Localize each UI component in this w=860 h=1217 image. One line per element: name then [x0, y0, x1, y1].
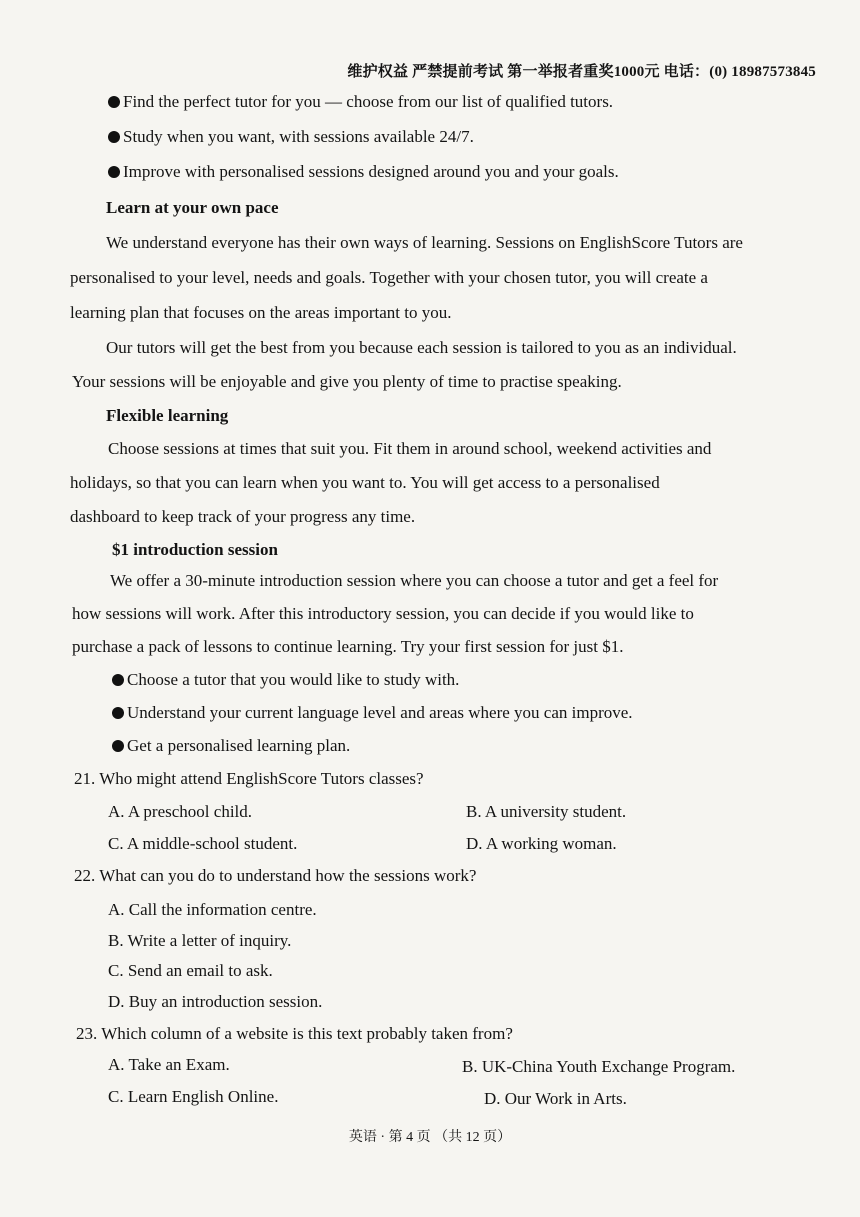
- section-heading: Learn at your own pace: [106, 198, 279, 217]
- bullet-dot-icon: [108, 96, 120, 108]
- answer-option[interactable]: A. A preschool child.: [108, 802, 253, 821]
- bullet-item: Improve with personalised sessions designed around you and your goals.: [108, 162, 619, 182]
- bullet-dot-icon: [112, 674, 124, 686]
- paragraph-line: how sessions will work. After this introductory session, you can decide if you would like to: [72, 604, 694, 623]
- bullet-dot-icon: [112, 740, 124, 752]
- bullet-item: Study when you want, with sessions available 24/7.: [108, 127, 474, 147]
- question-stem: 22. What can you do to understand how the sessions work?: [74, 866, 477, 885]
- answer-option[interactable]: D. A working woman.: [466, 834, 617, 853]
- paragraph-line: learning plan that focuses on the areas important to you.: [70, 303, 452, 322]
- answer-option[interactable]: C. Learn English Online.: [108, 1087, 279, 1106]
- bullet-dot-icon: [108, 166, 120, 178]
- page-footer: 英语 · 第 4 页 （共 12 页）: [348, 1130, 512, 1145]
- answer-option[interactable]: B. UK-China Youth Exchange Program.: [462, 1057, 736, 1076]
- answer-option[interactable]: D. Buy an introduction session.: [108, 992, 323, 1011]
- bullet-item: Understand your current language level and areas where you can improve.: [112, 703, 633, 723]
- paragraph-line: Our tutors will get the best from you because each session is tailored to you as an individual.: [106, 338, 737, 357]
- answer-option[interactable]: B. A university student.: [466, 802, 627, 821]
- section-heading: Flexible learning: [106, 406, 229, 425]
- answer-option[interactable]: C. Send an email to ask.: [108, 961, 273, 980]
- bullet-item: Find the perfect tutor for you — choose from our list of qualified tutors.: [108, 92, 613, 112]
- page-header-notice: 维护权益 严禁提前考试 第一举报者重奖1000元 电话：(0) 18987573845: [347, 64, 816, 80]
- paragraph-line: dashboard to keep track of your progress any time.: [70, 507, 416, 526]
- answer-option[interactable]: C. A middle-school student.: [108, 834, 298, 853]
- bullet-item: Get a personalised learning plan.: [112, 736, 350, 756]
- answer-option[interactable]: A. Take an Exam.: [108, 1055, 230, 1074]
- question-stem: 21. Who might attend EnglishScore Tutors classes?: [74, 769, 424, 788]
- paragraph-line: Your sessions will be enjoyable and give you plenty of time to practise speaking.: [72, 372, 622, 391]
- section-heading: $1 introduction session: [112, 540, 278, 559]
- bullet-item: Choose a tutor that you would like to study with.: [112, 670, 459, 690]
- paragraph-line: personalised to your level, needs and goals. Together with your chosen tutor, you will create a: [70, 268, 708, 287]
- paragraph-line: purchase a pack of lessons to continue learning. Try your first session for just $1.: [72, 637, 624, 656]
- paragraph-line: We offer a 30-minute introduction session where you can choose a tutor and get a feel for: [110, 571, 719, 590]
- paragraph-line: We understand everyone has their own ways of learning. Sessions on EnglishScore Tutors are: [106, 233, 743, 252]
- paragraph-line: Choose sessions at times that suit you. Fit them in around school, weekend activities and: [108, 439, 712, 458]
- question-stem: 23. Which column of a website is this text probably taken from?: [76, 1024, 513, 1043]
- answer-option[interactable]: B. Write a letter of inquiry.: [108, 931, 292, 950]
- bullet-dot-icon: [108, 131, 120, 143]
- bullet-dot-icon: [112, 707, 124, 719]
- answer-option[interactable]: A. Call the information centre.: [108, 900, 317, 919]
- paragraph-line: holidays, so that you can learn when you want to. You will get access to a personalised: [70, 473, 660, 492]
- answer-option[interactable]: D. Our Work in Arts.: [484, 1089, 627, 1108]
